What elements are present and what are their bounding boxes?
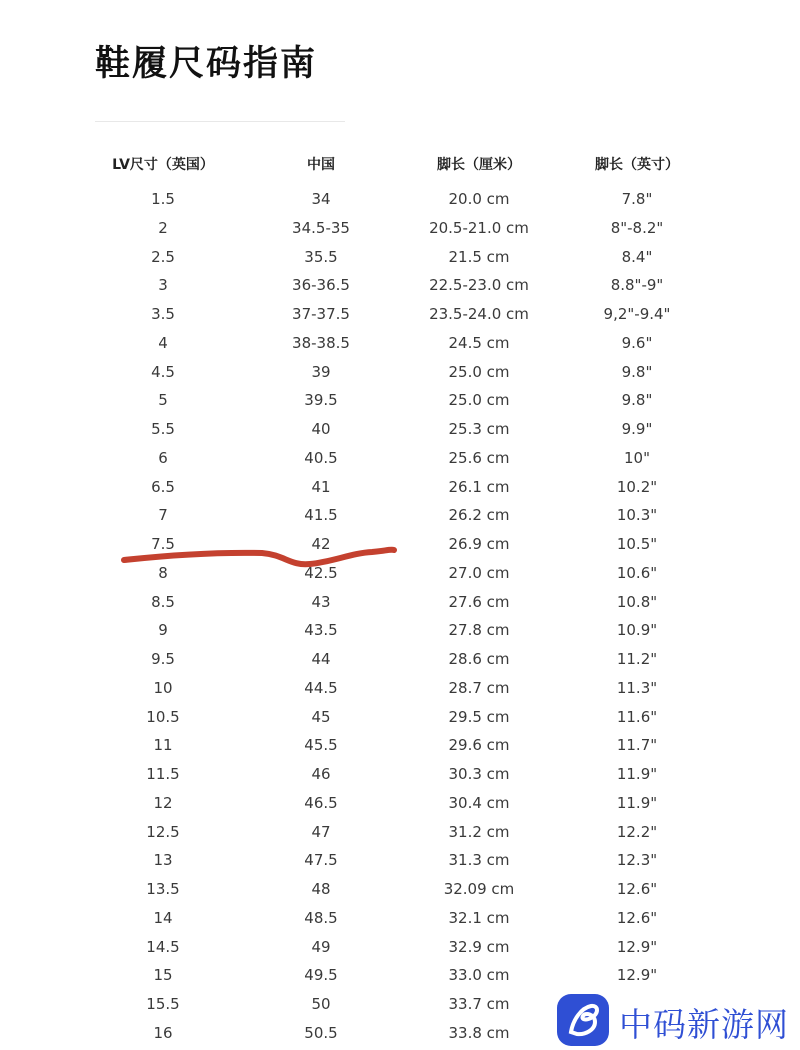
table-cell: 20.0 cm bbox=[448, 190, 510, 208]
table-cell: 14.5 bbox=[146, 937, 180, 956]
table-cell: 10.6" bbox=[616, 563, 658, 582]
watermark bbox=[553, 990, 800, 1050]
table-cell: 6.5 bbox=[151, 477, 175, 496]
table-cell: 47.5 bbox=[304, 851, 338, 870]
table-cell: 25.3 cm bbox=[448, 420, 510, 438]
table-cell: 27.6 cm bbox=[448, 592, 510, 611]
table-cell: 20.5-21.0 cm bbox=[429, 218, 529, 237]
table-cell: 39.5 bbox=[304, 391, 338, 410]
table-cell: 13.5 bbox=[146, 880, 180, 898]
table-cell: 8.5 bbox=[151, 592, 175, 611]
table-cell: 32.1 cm bbox=[448, 908, 510, 927]
table-cell: 11.7" bbox=[616, 736, 658, 755]
table-cell: 1.5 bbox=[151, 190, 175, 208]
table-cell: 48.5 bbox=[304, 908, 338, 927]
table-cell: 45 bbox=[311, 707, 331, 726]
table-cell: 22.5-23.0 cm bbox=[429, 276, 529, 295]
table-cell: 33.8 cm bbox=[448, 1023, 510, 1042]
table-cell: 34.5-35 bbox=[292, 218, 350, 237]
table-cell: 41 bbox=[311, 477, 331, 496]
table-cell: 9.8" bbox=[621, 362, 653, 381]
table-header-cell: 中国 bbox=[307, 157, 335, 173]
table-cell: 10.2" bbox=[616, 477, 658, 496]
table-header-cell: LV尺寸（英国） bbox=[112, 157, 214, 173]
table-cell: 31.3 cm bbox=[448, 851, 510, 870]
table-cell: 10.9" bbox=[616, 621, 658, 640]
table-cell: 36-36.5 bbox=[292, 276, 350, 295]
table-cell: 28.6 cm bbox=[448, 650, 510, 668]
table-cell: 3.5 bbox=[151, 305, 175, 323]
table-cell: 9.5 bbox=[151, 650, 175, 668]
table-cell: 25.6 cm bbox=[448, 448, 510, 467]
table-cell: 12 bbox=[153, 793, 173, 812]
table-cell: 11.9" bbox=[616, 765, 658, 783]
watermark-text: 中码新游网 bbox=[619, 1005, 789, 1044]
table-cell: 2 bbox=[158, 218, 168, 237]
table-cell: 26.2 cm bbox=[448, 506, 510, 525]
table-cell: 10 bbox=[153, 678, 173, 697]
table-cell: 23.5-24.0 cm bbox=[429, 305, 529, 323]
table-cell: 13 bbox=[153, 851, 173, 870]
table-cell: 25.0 cm bbox=[448, 362, 510, 381]
table-cell: 10.5" bbox=[616, 535, 658, 553]
table-cell: 49.5 bbox=[304, 966, 338, 985]
table-cell: 42.5 bbox=[304, 563, 338, 582]
table-cell: 30.4 cm bbox=[448, 793, 510, 812]
table-cell: 8.8"-9" bbox=[610, 276, 664, 295]
table-cell: 9,2"-9.4" bbox=[603, 305, 671, 323]
table-cell: 44 bbox=[311, 650, 331, 668]
brand-logo-icon bbox=[555, 992, 611, 1048]
table-cell: 11.5 bbox=[146, 765, 180, 783]
table-cell: 7 bbox=[158, 506, 168, 525]
table-cell: 16 bbox=[153, 1023, 173, 1042]
table-cell: 10" bbox=[624, 448, 650, 467]
table-cell: 4.5 bbox=[151, 362, 175, 381]
table-cell: 11.2" bbox=[616, 650, 658, 668]
table-cell: 4 bbox=[158, 333, 168, 352]
table-cell: 12.9" bbox=[616, 966, 658, 985]
table-cell: 46 bbox=[311, 765, 331, 783]
table-cell: 10.3" bbox=[616, 506, 658, 525]
table-cell: 25.0 cm bbox=[448, 391, 510, 410]
table-cell: 40 bbox=[311, 420, 331, 438]
table-cell: 8 bbox=[158, 563, 168, 582]
table-cell: 38-38.5 bbox=[292, 333, 350, 352]
table-cell: 34 bbox=[311, 190, 331, 208]
table-cell: 11 bbox=[153, 736, 173, 755]
table-cell: 47 bbox=[311, 822, 331, 841]
title-divider bbox=[95, 121, 345, 122]
table-cell: 29.5 cm bbox=[448, 707, 510, 726]
table-cell: 12.6" bbox=[616, 880, 658, 898]
page-title: 鞋履尺码指南 bbox=[95, 44, 318, 84]
table-cell: 15.5 bbox=[146, 995, 180, 1013]
table-cell: 32.09 cm bbox=[443, 880, 515, 898]
table-cell: 42 bbox=[311, 535, 331, 553]
table-cell: 33.0 cm bbox=[448, 966, 510, 985]
table-cell: 27.8 cm bbox=[448, 621, 510, 640]
table-cell: 11.9" bbox=[616, 793, 658, 812]
table-cell: 5.5 bbox=[151, 420, 175, 438]
table-cell: 7.8" bbox=[621, 190, 653, 208]
table-cell: 48 bbox=[311, 880, 331, 898]
table-cell: 6 bbox=[158, 448, 168, 467]
table-cell: 3 bbox=[158, 276, 168, 295]
table-cell: 31.2 cm bbox=[448, 822, 510, 841]
table-cell: 11.3" bbox=[616, 678, 658, 697]
table-cell: 26.9 cm bbox=[448, 535, 510, 553]
table-cell: 39 bbox=[311, 362, 331, 381]
table-cell: 41.5 bbox=[304, 506, 338, 525]
table-cell: 8.4" bbox=[621, 247, 653, 266]
table-cell: 29.6 cm bbox=[448, 736, 510, 755]
table-cell: 8"-8.2" bbox=[610, 218, 664, 237]
table-cell: 32.9 cm bbox=[448, 937, 510, 956]
table-cell: 12.5 bbox=[146, 822, 180, 841]
table-cell: 33.7 cm bbox=[448, 995, 510, 1013]
table-cell: 44.5 bbox=[304, 678, 338, 697]
table-cell: 10.8" bbox=[616, 592, 658, 611]
table-cell: 10.5 bbox=[146, 707, 180, 726]
table-cell: 5 bbox=[158, 391, 168, 410]
table-cell: 45.5 bbox=[304, 736, 338, 755]
table-cell: 43.5 bbox=[304, 621, 338, 640]
table-header-cell: 脚长（厘米） bbox=[437, 157, 521, 173]
table-cell: 11.6" bbox=[616, 707, 658, 726]
table-cell: 9.8" bbox=[621, 391, 653, 410]
table-cell: 43 bbox=[311, 592, 331, 611]
table-cell: 28.7 cm bbox=[448, 678, 510, 697]
table-cell: 9.9" bbox=[621, 420, 653, 438]
table-cell: 50 bbox=[311, 995, 331, 1013]
table-cell: 24.5 cm bbox=[448, 333, 510, 352]
table-cell: 26.1 cm bbox=[448, 477, 510, 496]
table-cell: 35.5 bbox=[304, 247, 338, 266]
table-cell: 2.5 bbox=[151, 247, 175, 266]
table-cell: 49 bbox=[311, 937, 331, 956]
table-cell: 12.2" bbox=[616, 822, 658, 841]
table-cell: 14 bbox=[153, 908, 173, 927]
table-cell: 9 bbox=[158, 621, 168, 640]
table-cell: 40.5 bbox=[304, 448, 338, 467]
table-cell: 7.5 bbox=[151, 535, 175, 553]
table-cell: 30.3 cm bbox=[448, 765, 510, 783]
table-cell: 46.5 bbox=[304, 793, 338, 812]
table-cell: 50.5 bbox=[304, 1023, 338, 1042]
table-cell: 9.6" bbox=[621, 333, 653, 352]
table-cell: 12.9" bbox=[616, 937, 658, 956]
table-cell: 12.3" bbox=[616, 851, 658, 870]
table-cell: 27.0 cm bbox=[448, 563, 510, 582]
table-cell: 21.5 cm bbox=[448, 247, 510, 266]
table-cell: 12.6" bbox=[616, 908, 658, 927]
table-cell: 37-37.5 bbox=[292, 305, 350, 323]
table-header-cell: 脚长（英寸） bbox=[595, 157, 679, 173]
table-cell: 15 bbox=[153, 966, 173, 985]
